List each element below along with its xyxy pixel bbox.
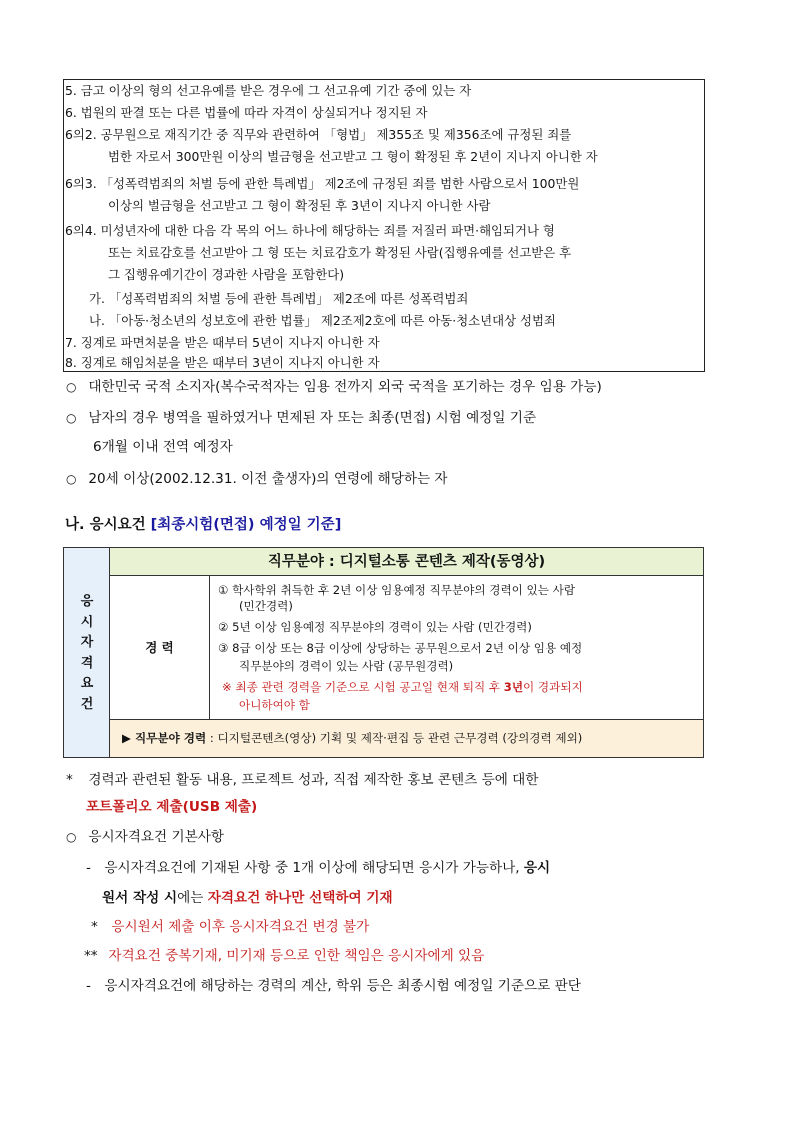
career-note-bold: 3년 xyxy=(503,680,524,694)
disq-item-5: 5. 금고 이상의 형의 선고유예를 받은 경우에 그 선고유예 기간 중에 있는 자 xyxy=(65,83,472,98)
basic-item-1-red: 자격요건 하나만 선택하여 기재 xyxy=(207,890,393,906)
career-item-1-cont: (민간경력) xyxy=(239,599,293,613)
disq-item-6-4-cont1: 또는 치료감호를 선고받아 그 형 또는 치료감호가 확정된 사람(집행유예를 선고받은 후 xyxy=(108,245,572,260)
side-label-char: 시 xyxy=(80,614,94,630)
disq-item-6-4-cont2: 그 집행유예기간이 경과한 사람을 포함한다) xyxy=(108,267,345,282)
red-note-2-text: 자격요건 중복기재, 미기재 등으로 인한 책임은 응시자에게 있음 xyxy=(108,948,485,964)
military-requirement xyxy=(66,409,536,427)
nationality-requirement xyxy=(66,378,602,396)
section-title-prefix: 나. 응시요건 xyxy=(65,517,151,533)
portfolio-text-line1: 경력과 관련된 활동 내용, 프로젝트 성과, 직접 제작한 홍보 콘텐츠 등에 대한 xyxy=(88,772,539,788)
basic-item-1-bold: 응시 xyxy=(523,860,551,876)
side-label xyxy=(64,592,110,715)
disq-item-6-4: 6의4. 미성년자에 대한 다음 각 목의 어느 하나에 해당하는 죄를 저질러 파면·해임되거나 형 xyxy=(65,223,555,238)
red-note-1-text: 응시원서 제출 이후 응시자격요건 변경 불가 xyxy=(111,919,370,935)
side-label-char: 자 xyxy=(80,635,94,650)
disq-item-8: 8. 징계로 해임처분을 받은 때부터 3년이 지나지 아니한 자 xyxy=(65,355,380,370)
career-note-line2: 아니하여야 함 xyxy=(239,698,310,712)
qualification-table xyxy=(63,547,704,758)
job-field-career-footer xyxy=(110,720,703,757)
age-text: 20세 이상(2002.12.31. 이전 출생자)의 연령에 해당하는 자 xyxy=(88,471,448,487)
basic-item-1-text2: 에는 xyxy=(177,890,208,906)
side-label-char: 격 xyxy=(80,655,94,671)
portfolio-note xyxy=(66,771,538,789)
career-content xyxy=(210,576,703,720)
disq-item-6-2: 6의2. 공무원으로 재직기간 중 직무와 관련하여 「형법」 제355조 및 제356조에 규정된 죄를 xyxy=(65,127,572,142)
disq-item-6-4-na: 나. 「아동·청소년의 성보호에 관한 법률」 제2조제2호에 따른 아동·청소년대상 성범죄 xyxy=(89,313,556,328)
asterisk-icon: * xyxy=(66,772,73,788)
portfolio-text-line2: 포트폴리오 제출(USB 제출) xyxy=(86,799,258,815)
footer-text: : 디지털콘텐츠(영상) 기획 및 제작·편집 등 관련 근무경력 (강의경력 제외) xyxy=(206,731,583,745)
basic-item-2-text: 응시자격요건에 해당하는 경력의 계산, 학위 등은 최종시험 예정일 기준으로 판단 xyxy=(104,978,581,994)
disq-item-6-3-cont: 이상의 벌금형을 선고받고 그 형이 확정된 후 3년이 지나지 아니한 사람 xyxy=(108,198,491,213)
circle-bullet-icon: ○ xyxy=(66,380,77,394)
footer-label: ▶ 직무분야 경력 xyxy=(122,731,207,745)
basic-item-1-bold2: 원서 작성 시 xyxy=(102,890,178,906)
disq-item-6-2-cont: 범한 자로서 300만원 이상의 벌금형을 선고받고 그 형이 확정된 후 2년이 지나지 아니한 자 xyxy=(108,149,598,164)
career-item-3-cont: 직무분야의 경력이 있는 사람 (공무원경력) xyxy=(239,659,454,673)
age-requirement xyxy=(66,470,448,488)
side-label-cell xyxy=(64,548,110,757)
circle-bullet-icon: ○ xyxy=(66,411,77,425)
career-label: 경 력 xyxy=(110,576,210,720)
career-item-1: ① 학사학위 취득한 후 2년 이상 임용예정 직무분야의 경력이 있는 사람 xyxy=(218,583,576,597)
side-label-char: 응 xyxy=(80,594,94,609)
dash-icon: - xyxy=(86,978,91,994)
military-text-line1: 남자의 경우 병역을 필하였거나 면제된 자 또는 최종(면접) 시험 예정일 기준 xyxy=(88,410,537,426)
disq-item-7: 7. 징계로 파면처분을 받은 때부터 5년이 지나지 아니한 자 xyxy=(65,335,380,350)
disq-item-6-4-ga: 가. 「성폭력범죄의 처벌 등에 관한 특례법」 제2조에 따른 성폭력범죄 xyxy=(89,291,469,306)
basic-item-1-text: 응시자격요건에 기재된 사항 중 1개 이상에 해당되면 응시가 가능하나, xyxy=(104,860,524,876)
section-title-highlight: [최종시험(면접) 예정일 기준] xyxy=(150,517,342,533)
circle-bullet-icon: ○ xyxy=(66,472,77,486)
side-label-char: 요 xyxy=(80,676,94,691)
nationality-text: 대한민국 국적 소지자(복수국적자는 임용 전까지 외국 국적을 포기하는 경우 임용 가능) xyxy=(88,379,602,395)
section-title xyxy=(65,513,341,534)
basic-item-2 xyxy=(86,977,581,995)
asterisk-icon: * xyxy=(91,919,98,935)
double-asterisk-icon: ** xyxy=(84,948,98,964)
red-note-2 xyxy=(84,947,484,965)
disq-item-6: 6. 법원의 판결 또는 다른 법률에 따라 자격이 상실되거나 정지된 자 xyxy=(65,105,428,120)
job-field-header: 직무분야 : 디지털소통 콘텐츠 제작(동영상) xyxy=(110,548,703,576)
circle-bullet-icon: ○ xyxy=(66,830,77,844)
basic-item-1 xyxy=(86,859,550,877)
side-label-char: 건 xyxy=(80,696,94,712)
career-note-prefix: ※ 최종 관련 경력을 기준으로 시험 공고일 현재 퇴직 후 xyxy=(222,680,504,694)
basic-requirements-title xyxy=(66,828,224,846)
career-note xyxy=(222,680,583,695)
disq-item-6-3: 6의3. 「성폭력범죄의 처벌 등에 관한 특례법」 제2조에 규정된 죄를 범한 사람으로서 100만원 xyxy=(65,176,580,191)
basic-title-text: 응시자격요건 기본사항 xyxy=(88,829,224,845)
red-note-1 xyxy=(91,918,369,936)
disqualification-box xyxy=(63,79,705,372)
dash-icon: - xyxy=(86,860,91,876)
career-item-3: ③ 8급 이상 또는 8급 이상에 상당하는 공무원으로서 2년 이상 임용 예정 xyxy=(218,641,583,655)
basic-item-1-cont xyxy=(102,889,393,907)
military-text-line2: 6개월 이내 전역 예정자 xyxy=(93,439,233,455)
career-note-suffix: 이 경과되지 xyxy=(523,680,583,694)
career-item-2: ② 5년 이상 임용예정 직무분야의 경력이 있는 사람 (민간경력) xyxy=(218,620,532,634)
